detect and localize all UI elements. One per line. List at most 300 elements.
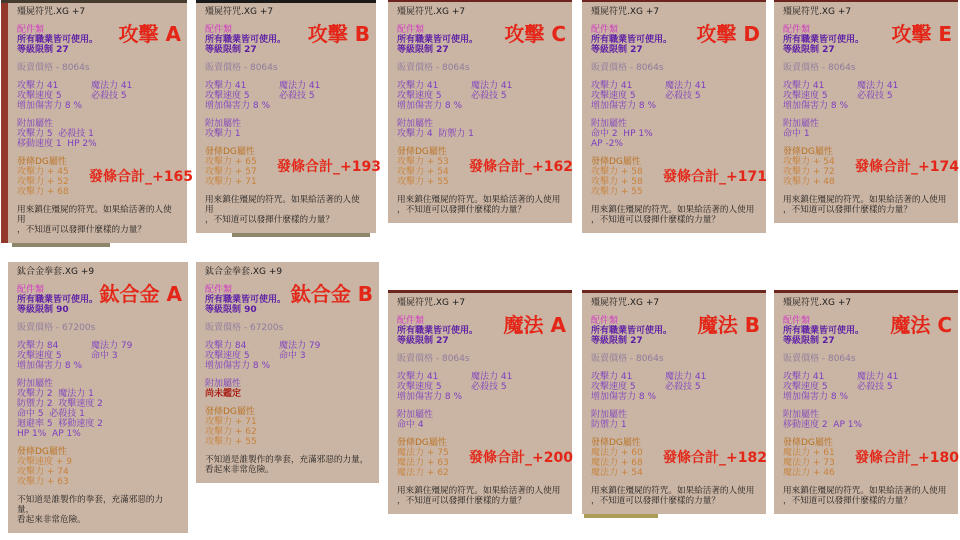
stat-line	[397, 101, 564, 111]
stat-value: 魔法力 41	[665, 372, 707, 382]
stat-value: 攻擊力 41	[591, 372, 633, 382]
clockwork-lines-line: 魔法力 + 60	[591, 448, 643, 458]
item-sell-price: 販賣價格 - 8064s	[17, 63, 90, 73]
addon-lines	[17, 389, 180, 439]
panel-magic-b	[582, 293, 766, 514]
item-sell-price: 販賣價格 - 8064s	[205, 63, 278, 73]
panel-attack-b	[196, 2, 381, 233]
clockwork-section	[591, 157, 767, 197]
clockwork-column	[397, 438, 467, 478]
item-title: 殭屍符咒.XG +7	[783, 298, 852, 308]
stat-value: 攻擊速度 5	[397, 382, 442, 392]
base-stats	[17, 341, 180, 371]
item-description-line: ，不知道可以發揮什麼樣的力量？	[17, 225, 146, 235]
item-title: 殭屍符咒.XG +7	[591, 298, 660, 308]
addon-lines-line: 移動速度 1 HP 2%	[17, 139, 97, 149]
clockwork-header: 發條DG屬性	[591, 438, 641, 448]
clockwork-lines	[591, 167, 661, 197]
clockwork-lines	[17, 167, 87, 197]
item-usable-classes: 所有職業皆可使用。	[591, 35, 673, 45]
addon-lines-line: HP 1% AP 1%	[17, 429, 81, 439]
stat-value: 攻擊速度 5	[205, 91, 250, 101]
clockwork-lines-line: 魔法力 + 62	[397, 468, 449, 478]
addon-lines-line: 命中 4	[397, 420, 424, 430]
item-description-line: 用來鎮住殭屍的符咒。如果給活著的人使用	[591, 486, 755, 496]
item-category: 配件類	[397, 316, 425, 326]
clockwork-lines-line: 攻擊力 + 52	[17, 177, 69, 187]
addon-lines-line: 防禦力 1	[591, 420, 627, 430]
base-stats	[783, 372, 950, 402]
item-level-limit: 等級限制 90	[17, 305, 69, 315]
clockwork-lines-line: 攻擊力 + 74	[17, 467, 69, 477]
addon-lines-line: 命中 5 必殺技 1	[17, 409, 85, 419]
addon-lines	[591, 129, 758, 149]
stat-value: 攻擊速度 5	[17, 351, 62, 361]
item-description	[17, 205, 179, 235]
item-category: 配件類	[591, 316, 619, 326]
panel-attack-d	[582, 2, 766, 233]
clockwork-lines-line: 魔法力 + 73	[783, 458, 835, 468]
stat-line	[591, 382, 758, 392]
item-description-line: 用來鎮住殭屍的符咒。如果給活著的人使用	[17, 205, 172, 225]
clockwork-column	[591, 438, 661, 478]
clockwork-lines-line: 魔法力 + 75	[397, 448, 449, 458]
item-description-line: ，不知道可以發揮什麼樣的力量？	[783, 496, 912, 506]
item-usable-classes: 所有職業皆可使用。	[783, 326, 865, 336]
stat-line	[783, 101, 950, 111]
clockwork-header: 發條DG屬性	[205, 147, 255, 157]
item-category: 配件類	[783, 25, 811, 35]
clockwork-lines-line: 攻擊力 + 55	[205, 437, 257, 447]
panel-attack-c	[388, 2, 572, 223]
stat-value: 攻擊力 41	[591, 81, 633, 91]
clockwork-lines-line: 攻擊力 + 45	[17, 167, 69, 177]
stat-value: 攻擊力 41	[17, 81, 59, 91]
stat-value: 命中 3	[279, 351, 306, 361]
item-category: 配件類	[397, 25, 425, 35]
item-description-line: 不知道是誰製作的拳套，充滿邪惡的力量，	[17, 495, 164, 515]
clockwork-lines	[205, 417, 275, 447]
item-description-line: ，不知道可以發揮什麼樣的力量？	[783, 205, 912, 215]
item-description	[397, 195, 564, 215]
item-level-limit: 等級限制 27	[783, 336, 835, 346]
clockwork-lines	[783, 157, 853, 187]
item-sell-price: 販賣價格 - 8064s	[397, 354, 470, 364]
item-usable-classes: 所有職業皆可使用。	[17, 35, 99, 45]
stat-line	[205, 81, 368, 91]
item-sell-price: 販賣價格 - 8064s	[591, 63, 664, 73]
clockwork-section	[17, 157, 193, 197]
stat-value: 增加傷害力 8 %	[591, 101, 656, 111]
stat-value: 魔法力 41	[857, 372, 899, 382]
stat-value: 攻擊速度 5	[783, 382, 828, 392]
stat-line	[17, 101, 179, 111]
clockwork-lines	[17, 457, 87, 487]
item-description-line: ，不知道可以發揮什麼樣的力量？	[591, 496, 720, 506]
addon-lines-line: 防禦力 2 攻擊速度 2	[17, 399, 103, 409]
item-category: 配件類	[17, 285, 45, 295]
addon-header: 附加屬性	[783, 410, 820, 420]
addon-header: 附加屬性	[205, 379, 242, 389]
item-level-limit: 等級限制 27	[205, 45, 257, 55]
addon-lines	[783, 420, 950, 430]
item-title: 殭屍符咒.XG +7	[783, 7, 852, 17]
base-stats	[591, 372, 758, 402]
annotation-label: 魔法 C	[890, 313, 952, 337]
stat-value: 魔法力 41	[665, 81, 707, 91]
item-usable-classes: 所有職業皆可使用。	[205, 35, 287, 45]
item-title: 殭屍符咒.XG +7	[205, 7, 274, 17]
panel-attack-e	[774, 2, 958, 223]
clockwork-lines	[205, 157, 275, 187]
stat-value: 攻擊速度 5	[783, 91, 828, 101]
clockwork-lines-line: 攻擊力 + 68	[17, 187, 69, 197]
item-description-line: 用來鎮住殭屍的符咒。如果給活著的人使用	[783, 486, 947, 496]
stat-value: 魔法力 41	[857, 81, 899, 91]
clockwork-section	[17, 447, 180, 487]
stat-value: 必殺技 5	[665, 382, 701, 392]
clockwork-header: 發條DG屬性	[397, 438, 447, 448]
addon-lines-line: 攻擊力 5 必殺技 1	[17, 129, 94, 139]
addon-lines	[397, 420, 564, 430]
item-description-line: ，不知道可以發揮什麼樣的力量？	[591, 215, 720, 225]
item-description	[205, 455, 371, 475]
stat-line	[17, 351, 180, 361]
stat-value: 必殺技 5	[857, 91, 893, 101]
clockwork-lines-line: 攻擊力 + 57	[205, 167, 257, 177]
clockwork-section	[205, 147, 381, 187]
stat-line	[591, 91, 758, 101]
item-category: 配件類	[205, 285, 233, 295]
addon-header: 附加屬性	[591, 410, 628, 420]
clockwork-column	[205, 147, 275, 187]
base-stats	[397, 81, 564, 111]
item-sell-price: 販賣價格 - 67200s	[17, 323, 96, 333]
stat-value: 攻擊速度 5	[591, 91, 636, 101]
stat-line	[783, 392, 950, 402]
item-title: 殭屍符咒.XG +7	[591, 7, 660, 17]
clockwork-lines-line: 攻擊力 + 55	[397, 177, 449, 187]
base-stats	[205, 341, 371, 371]
base-stats	[205, 81, 368, 111]
item-sell-price: 販賣價格 - 8064s	[591, 354, 664, 364]
clockwork-column	[17, 447, 87, 487]
addon-lines	[205, 129, 368, 139]
item-level-limit: 等級限制 27	[591, 336, 643, 346]
panel-titanium-b	[196, 262, 379, 483]
addon-header: 附加屬性	[17, 379, 54, 389]
clockwork-lines	[397, 448, 467, 478]
stat-value: 攻擊力 41	[783, 372, 825, 382]
item-level-limit: 等級限制 90	[205, 305, 257, 315]
clockwork-column	[205, 407, 275, 447]
clockwork-lines-line: 攻擊力 + 53	[397, 157, 449, 167]
clockwork-header: 發條DG屬性	[205, 407, 255, 417]
item-level-limit: 等級限制 27	[783, 45, 835, 55]
annotation-label: 攻擊 E	[891, 22, 952, 46]
clockwork-column	[783, 147, 853, 187]
item-description-line: 用來鎮住殭屍的符咒。如果給活著的人使用	[397, 195, 561, 205]
stat-value: 增加傷害力 8 %	[205, 101, 270, 111]
stat-line	[205, 341, 371, 351]
item-description	[591, 205, 758, 225]
stat-value: 攻擊力 41	[205, 81, 247, 91]
clockwork-lines-line: 攻擊力 + 71	[205, 417, 257, 427]
addon-lines-line: 迴避率 5 移動速度 2	[17, 419, 103, 429]
stat-value: 攻擊力 84	[205, 341, 247, 351]
clockwork-lines-line: 魔法力 + 68	[591, 458, 643, 468]
stat-line	[205, 351, 371, 361]
item-sell-price: 販賣價格 - 67200s	[205, 323, 284, 333]
item-usable-classes: 所有職業皆可使用。	[17, 295, 99, 305]
stat-line	[205, 361, 371, 371]
item-usable-classes: 所有職業皆可使用。	[397, 35, 479, 45]
item-category: 配件類	[783, 316, 811, 326]
clockwork-lines-line: 魔法力 + 54	[591, 468, 643, 478]
clockwork-lines-line: 攻擊力 + 65	[205, 157, 257, 167]
clockwork-section	[783, 438, 959, 478]
addon-lines-line: 攻擊力 2 魔法力 1	[17, 389, 94, 399]
item-description	[17, 495, 180, 525]
item-sell-price: 販賣價格 - 8064s	[397, 63, 470, 73]
stat-line	[397, 81, 564, 91]
stat-value: 必殺技 5	[857, 382, 893, 392]
clockwork-section	[783, 147, 959, 187]
annotation-label: 鈦合金 A	[99, 282, 182, 306]
item-title: 鈦合金拳套.XG +9	[17, 267, 95, 277]
clockwork-lines-line: 攻擊力 + 63	[17, 477, 69, 487]
clockwork-lines	[783, 448, 853, 478]
item-description-line: 用來鎮住殭屍的符咒。如果給活著的人使用	[591, 205, 755, 215]
stat-line	[397, 372, 564, 382]
clockwork-section	[591, 438, 767, 478]
item-description	[397, 486, 564, 506]
item-level-limit: 等級限制 27	[591, 45, 643, 55]
stat-value: 攻擊力 84	[17, 341, 59, 351]
stat-line	[397, 91, 564, 101]
item-description-line: 用來鎮住殭屍的符咒。如果給活著的人使用	[783, 195, 947, 205]
stat-line	[397, 392, 564, 402]
panel-magic-c	[774, 293, 958, 514]
stat-value: 魔法力 41	[471, 372, 513, 382]
stat-line	[591, 101, 758, 111]
stat-value: 攻擊力 41	[783, 81, 825, 91]
item-level-limit: 等級限制 27	[17, 45, 69, 55]
clockwork-section	[205, 407, 371, 447]
clockwork-header: 發條DG屬性	[591, 157, 641, 167]
stat-value: 增加傷害力 8 %	[591, 392, 656, 402]
addon-lines-line: 移動速度 2 AP 1%	[783, 420, 863, 430]
item-title: 殭屍符咒.XG +7	[17, 7, 86, 17]
stat-value: 增加傷害力 8 %	[17, 361, 82, 371]
stat-value: 魔法力 41	[471, 81, 513, 91]
clockwork-lines-line: 攻擊力 + 72	[783, 167, 835, 177]
item-usable-classes: 所有職業皆可使用。	[783, 35, 865, 45]
addon-header: 附加屬性	[591, 119, 628, 129]
item-usable-classes: 所有職業皆可使用。	[397, 326, 479, 336]
clockwork-lines-line: 攻擊力 + 54	[397, 167, 449, 177]
item-usable-classes: 所有職業皆可使用。	[205, 295, 287, 305]
base-stats	[591, 81, 758, 111]
stat-value: 魔法力 79	[91, 341, 133, 351]
clockwork-header: 發條DG屬性	[17, 447, 67, 457]
stat-value: 命中 3	[91, 351, 118, 361]
stat-value: 增加傷害力 8 %	[205, 361, 270, 371]
clockwork-lines-line: 攻擊力 + 58	[591, 167, 643, 177]
annotation-label: 魔法 A	[503, 313, 566, 337]
item-description-line: ，不知道可以發揮什麼樣的力量？	[397, 496, 526, 506]
clockwork-section	[397, 147, 573, 187]
clockwork-lines-line: 攻擊力 + 54	[783, 157, 835, 167]
stat-value: 必殺技 5	[471, 91, 507, 101]
stat-line	[17, 361, 180, 371]
stat-line	[397, 382, 564, 392]
item-description-line: ，不知道可以發揮什麼樣的力量？	[397, 205, 526, 215]
clockwork-header: 發條DG屬性	[783, 438, 833, 448]
annotation-label: 攻擊 B	[307, 22, 370, 46]
item-description-line: 看起來非常危險。	[17, 515, 86, 525]
clockwork-column	[591, 157, 661, 197]
stat-line	[205, 101, 368, 111]
annotation-label: 攻擊 A	[118, 22, 181, 46]
item-title: 殭屍符咒.XG +7	[397, 7, 466, 17]
clockwork-lines-line: 攻擊力 + 71	[205, 177, 257, 187]
annotation-label: 攻擊 D	[696, 22, 760, 46]
stat-value: 必殺技 5	[665, 91, 701, 101]
addon-lines	[591, 420, 758, 430]
stat-value: 攻擊速度 5	[205, 351, 250, 361]
stat-value: 攻擊力 41	[397, 372, 439, 382]
clockwork-lines-line: 魔法力 + 63	[397, 458, 449, 468]
addon-lines-line: 攻擊力 4 防禦力 1	[397, 129, 474, 139]
item-category: 配件類	[591, 25, 619, 35]
item-level-limit: 等級限制 27	[397, 45, 449, 55]
item-usable-classes: 所有職業皆可使用。	[591, 326, 673, 336]
base-stats	[783, 81, 950, 111]
item-category: 配件類	[17, 25, 45, 35]
stat-line	[205, 91, 368, 101]
item-description	[783, 486, 950, 506]
addon-header: 附加屬性	[205, 119, 242, 129]
clockwork-lines	[397, 157, 467, 187]
item-description-line: ，不知道可以發揮什麼樣的力量？	[205, 215, 334, 225]
clockwork-lines-line: 魔法力 + 46	[783, 468, 835, 478]
addon-lines-line: 命中 1	[783, 129, 810, 139]
item-title: 殭屍符咒.XG +7	[397, 298, 466, 308]
annotation-label: 鈦合金 B	[290, 282, 373, 306]
item-description	[783, 195, 950, 215]
stat-line	[17, 341, 180, 351]
stat-line	[783, 81, 950, 91]
base-stats	[17, 81, 179, 111]
stat-value: 攻擊速度 5	[17, 91, 62, 101]
stat-line	[17, 81, 179, 91]
stat-value: 魔法力 41	[279, 81, 321, 91]
clockwork-total-annotation: 發條合計_+165	[89, 169, 193, 185]
stat-value: 增加傷害力 8 %	[397, 392, 462, 402]
clockwork-total-annotation: 發條合計_+180	[855, 450, 959, 466]
clockwork-total-annotation: 發條合計_+171	[663, 169, 767, 185]
clockwork-header: 發條DG屬性	[397, 147, 447, 157]
addon-lines-line: 尚未鑑定	[205, 389, 242, 399]
addon-header: 附加屬性	[783, 119, 820, 129]
addon-lines	[17, 129, 179, 149]
clockwork-lines-line: 攻擊力 + 55	[591, 187, 643, 197]
stat-value: 必殺技 5	[279, 91, 315, 101]
clockwork-total-annotation: 發條合計_+200	[469, 450, 573, 466]
item-level-limit: 等級限制 27	[397, 336, 449, 346]
item-description-line: 不知道是誰製作的拳套，充滿邪惡的力量，	[205, 455, 369, 465]
item-title: 鈦合金拳套.XG +9	[205, 267, 283, 277]
stat-value: 攻擊力 41	[397, 81, 439, 91]
clockwork-column	[783, 438, 853, 478]
clockwork-column	[397, 147, 467, 187]
addon-header: 附加屬性	[17, 119, 54, 129]
base-stats	[397, 372, 564, 402]
annotation-label: 魔法 B	[697, 313, 760, 337]
stat-line	[783, 382, 950, 392]
item-description-line: 用來鎮住殭屍的符咒。如果給活著的人使用	[397, 486, 561, 496]
addon-lines-line: 命中 2 HP 1%	[591, 129, 653, 139]
clockwork-total-annotation: 發條合計_+193	[277, 159, 381, 175]
stat-value: 魔法力 79	[279, 341, 321, 351]
stat-value: 增加傷害力 8 %	[17, 101, 82, 111]
clockwork-section	[397, 438, 573, 478]
clockwork-header: 發條DG屬性	[783, 147, 833, 157]
clockwork-lines-line: 攻擊速度 + 9	[17, 457, 72, 467]
stat-value: 增加傷害力 8 %	[783, 101, 848, 111]
panel-magic-a	[388, 293, 572, 514]
item-description	[591, 486, 758, 506]
stat-value: 必殺技 5	[471, 382, 507, 392]
addon-lines-line: AP -2%	[591, 139, 623, 149]
panel-titanium-a	[8, 262, 188, 533]
clockwork-lines-line: 魔法力 + 61	[783, 448, 835, 458]
addon-lines	[783, 129, 950, 139]
addon-lines-line: 攻擊力 1	[205, 129, 241, 139]
annotation-label: 攻擊 C	[504, 22, 566, 46]
panel-attack-a	[8, 2, 193, 243]
clockwork-total-annotation: 發條合計_+182	[663, 450, 767, 466]
clockwork-column	[17, 157, 87, 197]
item-description-line: 用來鎮住殭屍的符咒。如果給活著的人使用	[205, 195, 360, 215]
clockwork-total-annotation: 發條合計_+174	[855, 159, 959, 175]
stat-line	[783, 372, 950, 382]
addon-lines	[205, 389, 371, 399]
item-sell-price: 販賣價格 - 8064s	[783, 63, 856, 73]
clockwork-total-annotation: 發條合計_+162	[469, 159, 573, 175]
clockwork-header: 發條DG屬性	[17, 157, 67, 167]
item-description-line: 看起來非常危險。	[205, 465, 274, 475]
stat-value: 攻擊速度 5	[397, 91, 442, 101]
stat-line	[591, 372, 758, 382]
stat-line	[17, 91, 179, 101]
stat-value: 攻擊速度 5	[591, 382, 636, 392]
clockwork-lines-line: 攻擊力 + 48	[783, 177, 835, 187]
item-category: 配件類	[205, 25, 233, 35]
clockwork-lines-line: 攻擊力 + 62	[205, 427, 257, 437]
stat-value: 魔法力 41	[91, 81, 133, 91]
clockwork-lines	[591, 448, 661, 478]
stat-value: 增加傷害力 8 %	[783, 392, 848, 402]
stat-line	[783, 91, 950, 101]
item-description	[205, 195, 368, 225]
item-sell-price: 販賣價格 - 8064s	[783, 354, 856, 364]
stat-value: 增加傷害力 8 %	[397, 101, 462, 111]
stat-value: 必殺技 5	[91, 91, 127, 101]
stat-line	[591, 392, 758, 402]
addon-lines	[397, 129, 564, 139]
